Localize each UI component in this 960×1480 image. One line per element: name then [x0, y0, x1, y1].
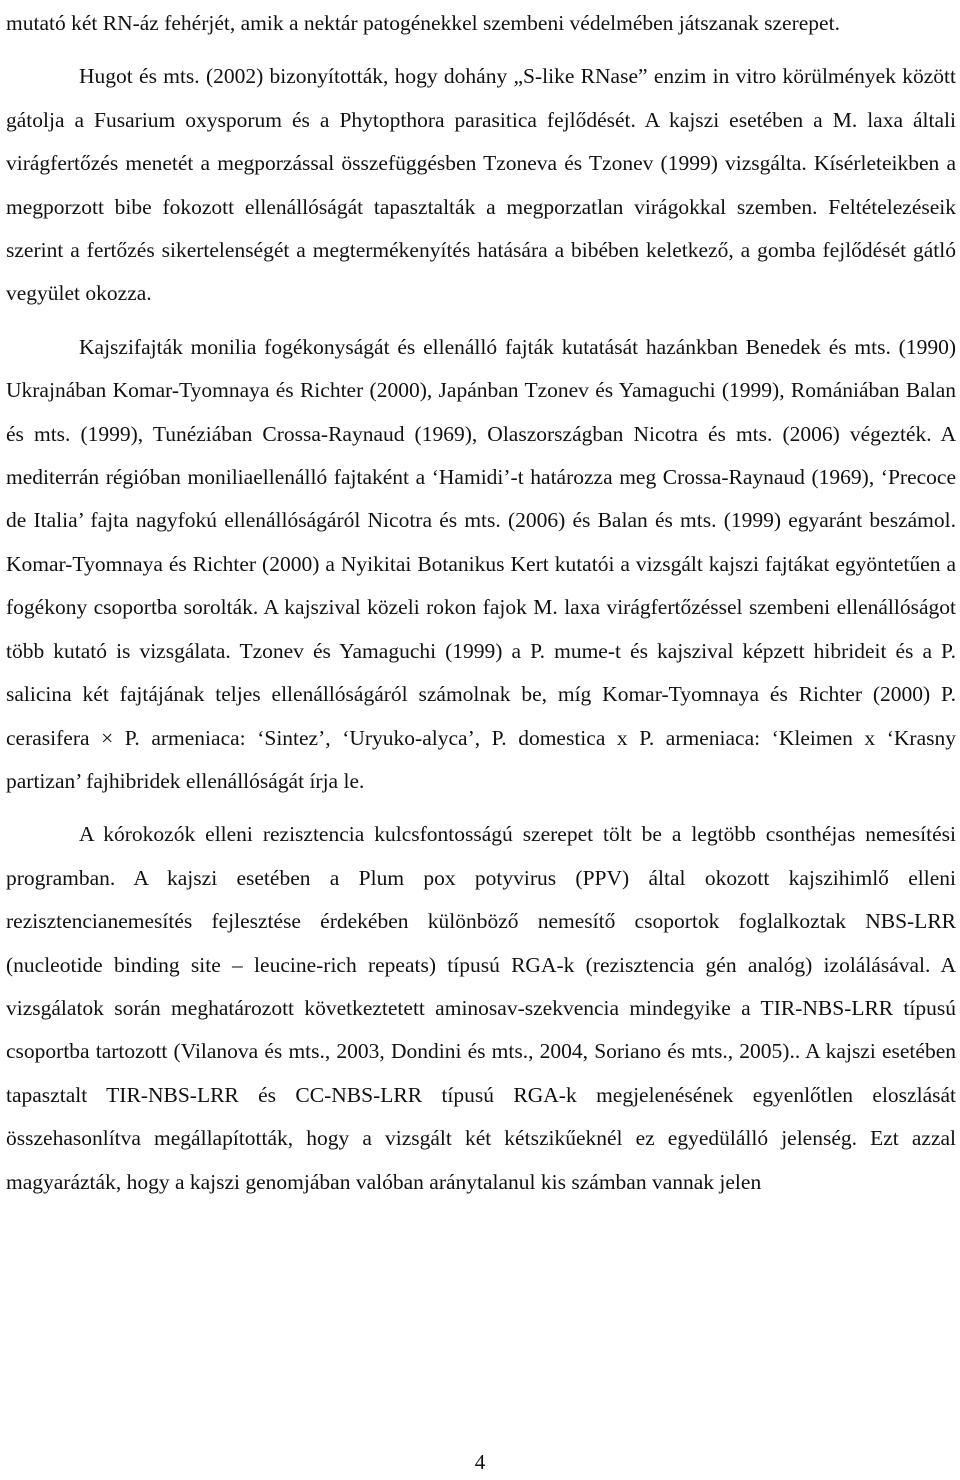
paragraph-2: Hugot és mts. (2002) bizonyították, hogy dohány „S-like RNase” enzim in vitro körülmények között gátolja a Fusarium oxysporum és a Phytopthora parasitica fejlődését. A kajszi esetében a M. laxa általi virágfertőzés menetét a megporzással összefüggésben Tzoneva és Tzonev (1999) vizsgálta. Kísérleteikben a megporzott bibe fokozott ellenállóságát tapasztalták a megporzatlan virágokkal szemben. Feltételezéseik szerint a fertőzés sikertelenségét a megtermékenyítés hatására a bibében keletkező, a gomba fejlődését gátló vegyület okozza.	[6, 64, 956, 306]
body-text	[6, 2, 956, 1204]
page-number: 4	[474, 1450, 486, 1474]
paragraph-3: Kajszifajták monilia fogékonyságát és ellenálló fajták kutatását hazánkban Benedek és mts. (1990) Ukrajnában Komar-Tyomnaya és Richter (2000), Japánban Tzonev és Yamaguchi (1999), Romániában Balan és mts. (1999), Tunéziában Crossa-Raynaud (1969), Olaszországban Nicotra és mts. (2006) végezték. A mediterrán régióban moniliaellenálló fajtaként a ‘Hamidi’-t határozza meg Crossa-Raynaud (1969), ‘Precoce de Italia’ fajta nagyfokú ellenállóságáról Nicotra és mts. (2006) és Balan és mts. (1999) egyaránt beszámol. Komar-Tyomnaya és Richter (2000) a Nyikitai Botanikus Kert kutatói a vizsgált kajszi fajtákat egyöntetűen a fogékony csoportba sorolták. A kajszival közeli rokon fajok M. laxa virágfertőzéssel szembeni ellenállóságot több kutató is vizsgálata. Tzonev és Yamaguchi (1999) a P. mume-t és kajszival képzett hibrideit és a P. salicina két fajtájának teljes ellenállóságáról számolnak be, míg Komar-Tyomnaya és Richter (2000) P. cerasifera × P. armeniaca: ‘Sintez’, ‘Uryuko-alyca’, P. domestica x P. armeniaca: ‘Kleimen x ‘Krasny partizan’ fajhibridek ellenállóságát írja le.	[6, 334, 956, 793]
paragraph-4: A kórokozók elleni rezisztencia kulcsfontosságú szerepet tölt be a legtöbb csonthéjas nemesítési programban. A kajszi esetében a Plum pox potyvirus (PPV) által okozott kajszihimlő elleni rezisztencianemesítés fejlesztése érdekében különböző nemesítő csoportok foglalkoztak NBS-LRR (nucleotide binding site – leucine-rich repeats) típusú RGA-k (rezisztencia gén analóg) izolálásával. A vizsgálatok során meghatározott következtetett aminosav-szekvencia mindegyike a TIR-NBS-LRR típusú csoportba tartozott (Vilanova és mts., 2003, Dondini és mts., 2004, Soriano és mts., 2005).. A kajszi esetében tapasztalt TIR-NBS-LRR és CC-NBS-LRR típusú RGA-k megjelenésének egyenlőtlen eloszlását összehasonlítva megállapították, hogy a vizsgált két kétszikűeknél ez egyedülálló jelenség. Ezt azzal magyarázták, hogy a kajszi genomjában valóban aránytalanul kis számban vannak jelen	[6, 822, 956, 1194]
paragraph-1: mutató két RN-áz fehérjét, amik a nektár patogénekkel szembeni védelmében játszanak szerepet.	[6, 11, 840, 35]
